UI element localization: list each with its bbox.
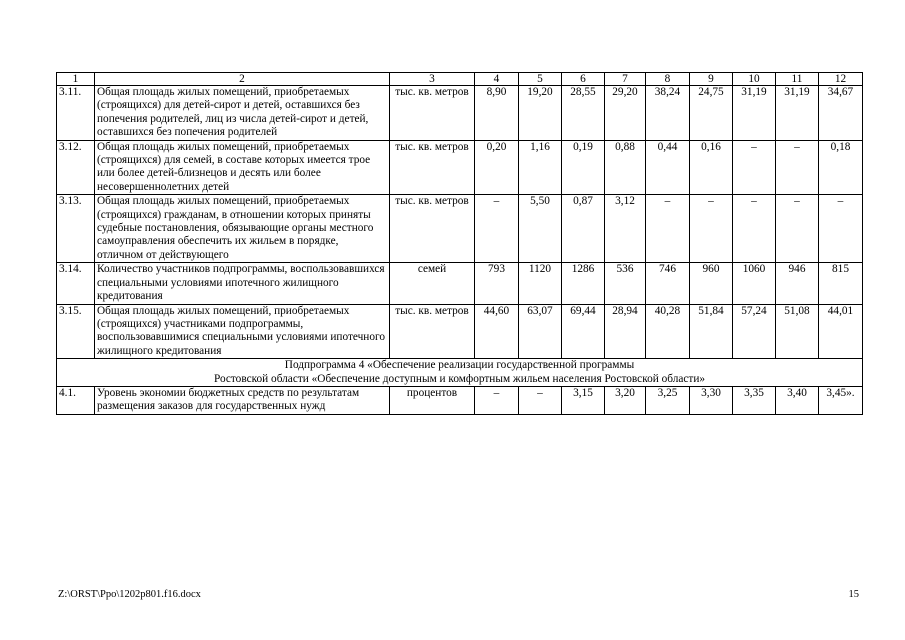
value-cell: – [519,386,562,414]
value-cell: 0,87 [562,195,605,263]
header-cell: 5 [519,73,562,86]
value-cell: 960 [690,263,733,304]
value-cell: 31,19 [776,86,819,141]
subprogram-title [57,359,863,387]
value-cell: 31,19 [733,86,776,141]
unit-of-measure: тыс. кв. метров [390,304,475,359]
value-cell: – [475,195,519,263]
unit-of-measure: процентов [390,386,475,414]
header-cell: 1 [57,73,95,86]
indicator-name: Уровень экономии бюджетных средств по результатам размещения заказов для государственных нужд [95,386,390,414]
value-cell: 3,15 [562,386,605,414]
header-cell: 7 [605,73,646,86]
subprogram-title-line-1: Подпрограмма 4 «Обеспечение реализации государственной программы [284,359,635,372]
row-number: 3.15. [57,304,95,359]
value-cell: 3,45». [819,386,863,414]
value-cell: 38,24 [646,86,690,141]
value-cell: 3,35 [733,386,776,414]
value-cell: 28,55 [562,86,605,141]
header-cell: 6 [562,73,605,86]
value-cell: 3,30 [690,386,733,414]
table-row [57,195,863,263]
subprogram-title-line-2: Ростовской области «Обеспечение доступным и комфортным жильем населения Ростовской области» [213,372,706,385]
value-cell: 0,20 [475,140,519,195]
value-cell: 69,44 [562,304,605,359]
page-number: 15 [848,589,859,600]
value-cell: 0,19 [562,140,605,195]
subprogram-row [57,359,863,387]
row-number: 3.14. [57,263,95,304]
value-cell: – [733,140,776,195]
unit-of-measure: тыс. кв. метров [390,140,475,195]
table-row [57,263,863,304]
header-cell: 2 [95,73,390,86]
value-cell: 746 [646,263,690,304]
value-cell: 5,50 [519,195,562,263]
unit-of-measure: семей [390,263,475,304]
indicator-name: Общая площадь жилых помещений, приобретаемых (строящихся) для детей-сирот и детей, оставшихся без попечения родителей, лиц из числа детей-сирот и детей, оставшихся без попечения родителей [95,86,390,141]
table-row [57,386,863,414]
value-cell: 44,01 [819,304,863,359]
value-cell: 3,25 [646,386,690,414]
value-cell: 946 [776,263,819,304]
value-cell: 57,24 [733,304,776,359]
value-cell: – [733,195,776,263]
table-row [57,140,863,195]
row-number: 4.1. [57,386,95,414]
header-cell: 10 [733,73,776,86]
indicator-name: Общая площадь жилых помещений, приобретаемых (строящихся) гражданам, в отношении которых приняты судебные постановления, обязывающие органы местного самоуправления обеспечить их жильем в порядке, отличном от действующего [95,195,390,263]
value-cell: 44,60 [475,304,519,359]
value-cell: 29,20 [605,86,646,141]
value-cell: 793 [475,263,519,304]
value-cell: 8,90 [475,86,519,141]
value-cell: 3,40 [776,386,819,414]
value-cell: 19,20 [519,86,562,141]
table-row [57,304,863,359]
value-cell: 1,16 [519,140,562,195]
row-number: 3.12. [57,140,95,195]
value-cell: 0,16 [690,140,733,195]
footer-file-path: Z:\ORST\Ppo\1202p801.f16.docx [58,589,201,600]
value-cell: 3,12 [605,195,646,263]
header-cell: 3 [390,73,475,86]
value-cell: 51,08 [776,304,819,359]
value-cell: 0,18 [819,140,863,195]
value-cell: – [690,195,733,263]
value-cell: 24,75 [690,86,733,141]
value-cell: – [646,195,690,263]
indicator-name: Общая площадь жилых помещений, приобретаемых (строящихся) участниками подпрограммы, воспользовавшимися специальными условиями ипотечного жилищного кредитования [95,304,390,359]
value-cell: 0,88 [605,140,646,195]
value-cell: 28,94 [605,304,646,359]
value-cell: 1120 [519,263,562,304]
indicator-name: Общая площадь жилых помещений, приобретаемых (строящихся) для семей, в составе которых имеется трое или более детей-близнецов и десять или более несовершеннолетних детей [95,140,390,195]
unit-of-measure: тыс. кв. метров [390,86,475,141]
row-number: 3.11. [57,86,95,141]
value-cell: 1060 [733,263,776,304]
value-cell: 536 [605,263,646,304]
unit-of-measure: тыс. кв. метров [390,195,475,263]
value-cell: 40,28 [646,304,690,359]
indicators-table [56,72,863,415]
value-cell: – [475,386,519,414]
value-cell: – [776,195,819,263]
value-cell: 63,07 [519,304,562,359]
header-cell: 12 [819,73,863,86]
value-cell: 815 [819,263,863,304]
value-cell: – [776,140,819,195]
header-cell: 9 [690,73,733,86]
value-cell: 3,20 [605,386,646,414]
value-cell: – [819,195,863,263]
value-cell: 1286 [562,263,605,304]
header-cell: 8 [646,73,690,86]
row-number: 3.13. [57,195,95,263]
header-cell: 4 [475,73,519,86]
indicator-name: Количество участников подпрограммы, воспользовавшихся специальными условиями ипотечного жилищного кредитования [95,263,390,304]
table-row [57,86,863,141]
header-row [57,73,863,86]
header-cell: 11 [776,73,819,86]
value-cell: 0,44 [646,140,690,195]
value-cell: 51,84 [690,304,733,359]
value-cell: 34,67 [819,86,863,141]
